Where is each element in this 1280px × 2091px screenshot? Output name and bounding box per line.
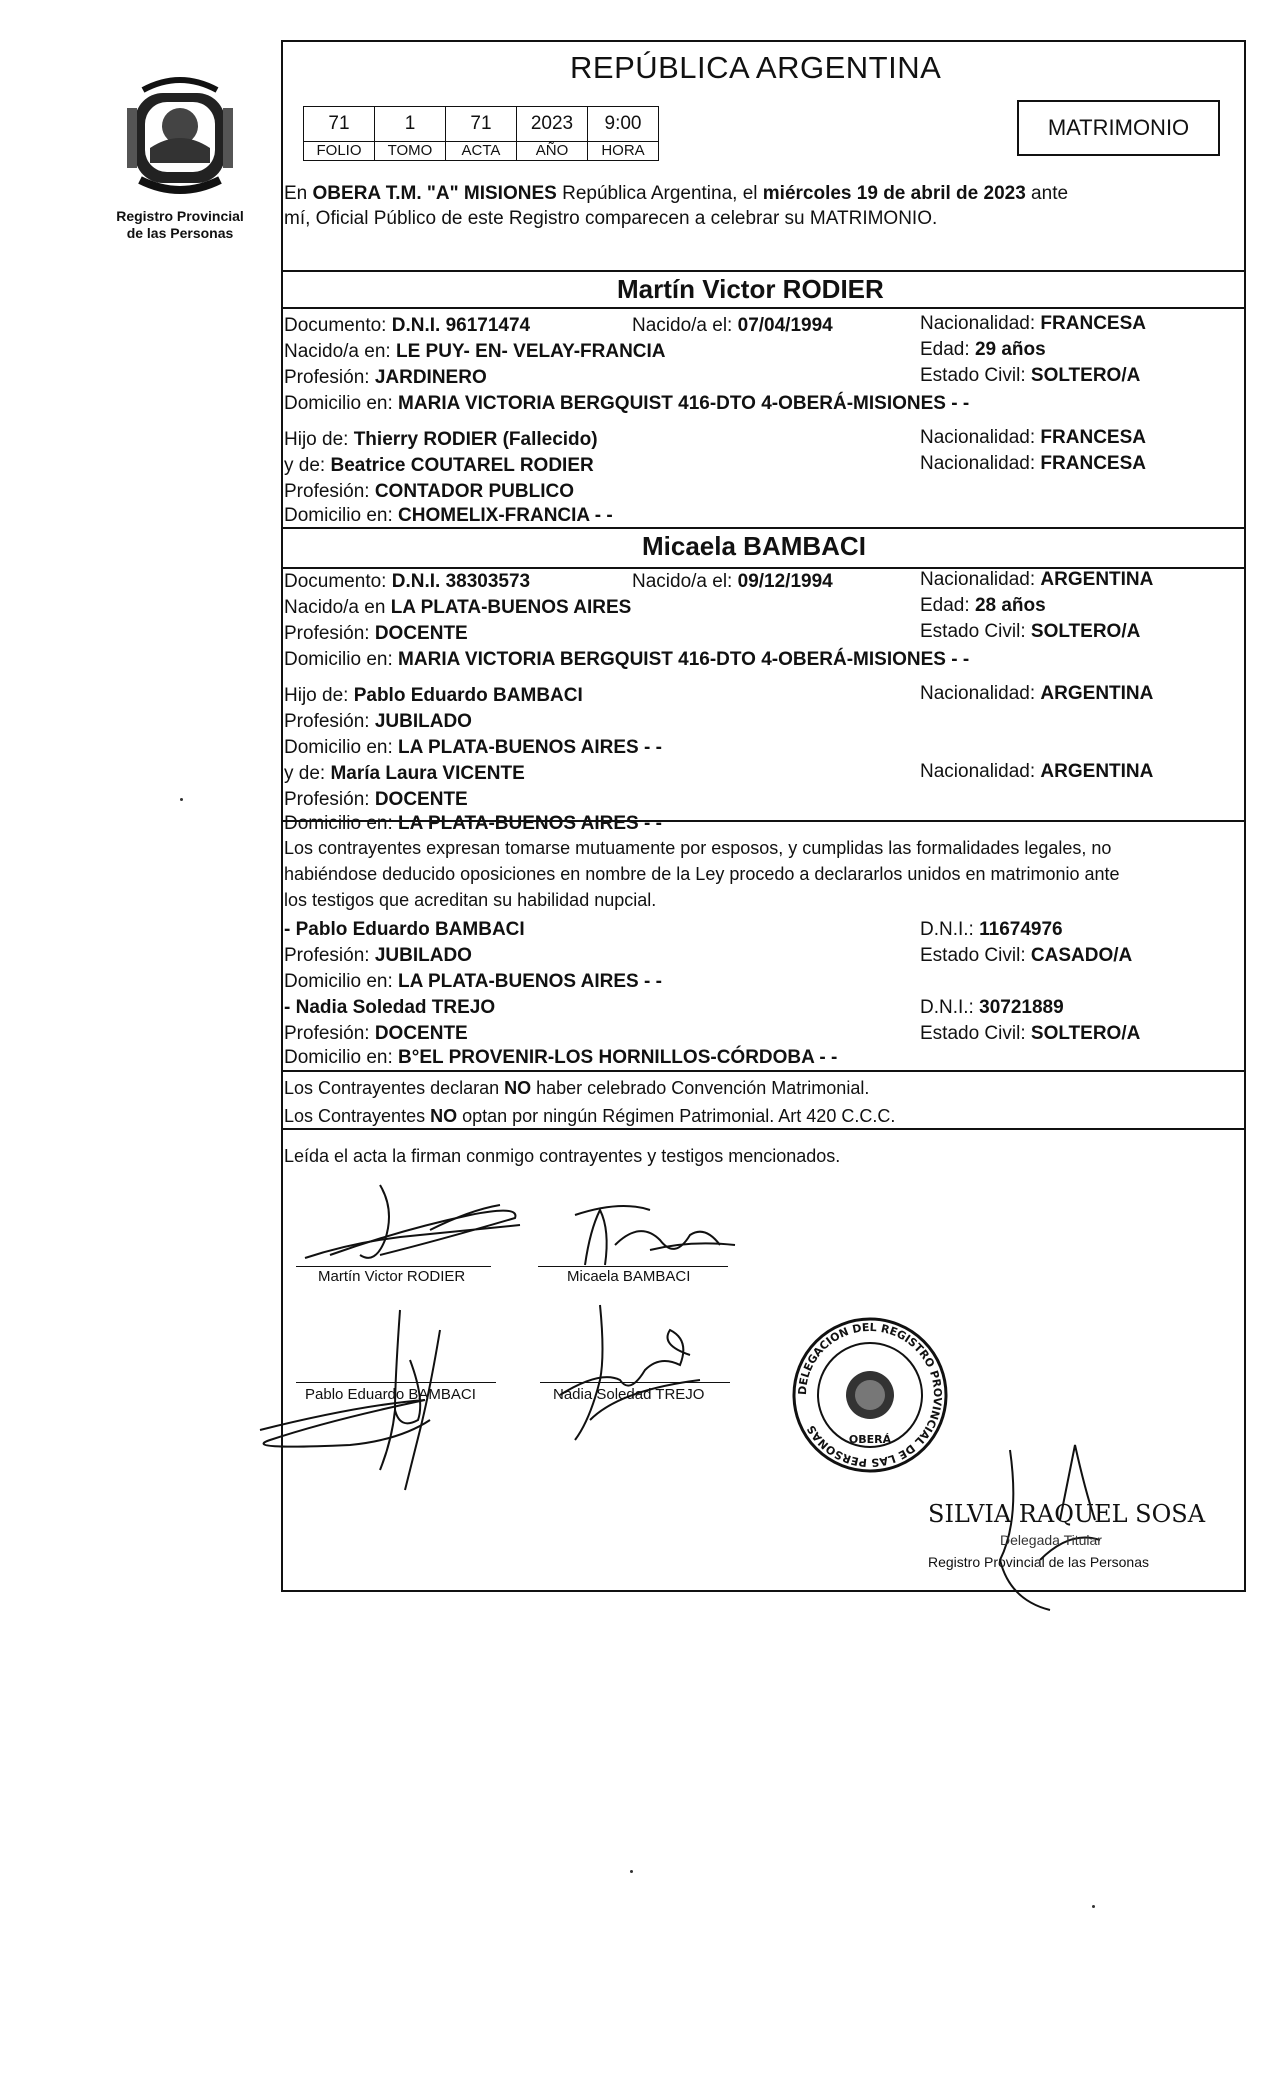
field-value: D.N.I. 38303573: [391, 571, 531, 592]
signature-label-groom: Martín Victor RODIER: [318, 1268, 466, 1285]
field-value: FRANCESA: [1040, 313, 1146, 334]
declaration-line-3: los testigos que acreditan su habilidad nupcial.: [284, 890, 657, 910]
field-value: ARGENTINA: [1040, 761, 1154, 782]
field-value: MARIA VICTORIA BERGQUIST 416-DTO 4-OBERÁ-MISIONES - -: [398, 393, 970, 414]
field-label: Domicilio en:: [284, 971, 393, 992]
field-value: 28 años: [974, 595, 1046, 616]
field-value: B°EL PROVENIR-LOS HORNILLOS-CÓRDOBA - -: [398, 1047, 838, 1068]
regime-text: optan por ningún Régimen Patrimonial. Art 420 C.C.C.: [457, 1106, 896, 1126]
folio-value: 71: [304, 107, 375, 142]
signature-line: [296, 1266, 491, 1267]
witness-1-name: - Pablo Eduardo BAMBACI: [284, 919, 525, 940]
field-label: Domicilio en:: [284, 393, 393, 414]
scan-speck: [630, 1870, 633, 1873]
seal-bottom-text: OBERÁ: [848, 1433, 892, 1446]
field-label: Estado Civil:: [920, 621, 1026, 642]
field-value: SOLTERO/A: [1030, 365, 1141, 386]
groom-name: Martín Victor RODIER: [617, 274, 884, 304]
field-label: D.N.I.:: [920, 919, 974, 940]
field-value: CONTADOR PUBLICO: [374, 481, 574, 502]
field-value: Thierry RODIER (Fallecido): [353, 429, 598, 450]
field-value: 29 años: [974, 339, 1046, 360]
field-value: 30721889: [979, 997, 1064, 1018]
tomo-label: TOMO: [375, 142, 446, 161]
field-value: LA PLATA-BUENOS AIRES - -: [398, 971, 662, 992]
field-label: Profesión:: [284, 711, 370, 732]
acta-value: 71: [446, 107, 517, 142]
hora-value: 9:00: [588, 107, 659, 142]
intro-text: En: [284, 183, 313, 204]
field-value: 09/12/1994: [737, 571, 833, 592]
field-label: Nacionalidad:: [920, 427, 1036, 448]
field-value: DOCENTE: [374, 1023, 468, 1044]
field-value: 07/04/1994: [737, 315, 833, 336]
field-label: Estado Civil:: [920, 945, 1026, 966]
field-label: y de:: [284, 763, 326, 784]
field-label: Domicilio en:: [284, 737, 393, 758]
official-office: Registro Provincial de las Personas: [928, 1554, 1149, 1570]
field-value: LE PUY- EN- VELAY-FRANCIA: [395, 341, 666, 362]
field-label: Domicilio en:: [284, 505, 393, 526]
field-label: Profesión:: [284, 1023, 370, 1044]
declaration-line-1: Los contrayentes expresan tomarse mutuamente por esposos, y cumplidas las formalidades legales, no: [284, 838, 1112, 858]
field-label: Domicilio en:: [284, 1047, 393, 1068]
regime-text: Los Contrayentes: [284, 1106, 431, 1126]
field-label: Nacionalidad:: [920, 569, 1036, 590]
intro-line-2: mí, Oficial Público de este Registro comparecen a celebrar su MATRIMONIO.: [284, 208, 938, 229]
official-seal: [790, 1315, 950, 1475]
field-value: MARIA VICTORIA BERGQUIST 416-DTO 4-OBERÁ-MISIONES - -: [398, 649, 970, 670]
anio-label: AÑO: [517, 142, 588, 161]
closing-text: Leída el acta la firman conmigo contrayentes y testigos mencionados.: [284, 1146, 841, 1166]
field-value: LA PLATA-BUENOS AIRES - -: [398, 737, 662, 758]
regime-text: Los Contrayentes declaran: [284, 1078, 505, 1098]
bride-name: Micaela BAMBACI: [642, 531, 866, 561]
field-value: JUBILADO: [374, 711, 472, 732]
field-label: Documento:: [284, 571, 387, 592]
field-label: Edad:: [920, 595, 970, 616]
field-value: María Laura VICENTE: [330, 763, 525, 784]
field-label: Nacionalidad:: [920, 683, 1036, 704]
acta-label: ACTA: [446, 142, 517, 161]
field-value: 11674976: [979, 919, 1063, 940]
field-label: Hijo de:: [284, 685, 349, 706]
signature-groom: [305, 1185, 520, 1258]
official-title: Delegada Titular: [1000, 1532, 1102, 1548]
field-label: Profesión:: [284, 945, 370, 966]
field-label: Profesión:: [284, 789, 370, 810]
field-label: Nacionalidad:: [920, 453, 1036, 474]
field-label: Documento:: [284, 315, 387, 336]
field-label: Nacionalidad:: [920, 761, 1036, 782]
field-value: SOLTERO/A: [1030, 1023, 1141, 1044]
logo-caption-2: de las Personas: [126, 225, 234, 241]
intro-text: ante: [1025, 183, 1069, 204]
field-value: LA PLATA-BUENOS AIRES - -: [398, 813, 662, 834]
scan-speck: [1092, 1905, 1095, 1908]
field-value: LA PLATA-BUENOS AIRES: [390, 597, 632, 618]
seal-text: DELEGACION DEL REGISTRO PROVINCIAL DE LAS PERSONAS: [795, 1320, 945, 1470]
intro-date: miércoles 19 de abril de 2023: [762, 183, 1026, 204]
anio-value: 2023: [517, 107, 588, 142]
field-value: JUBILADO: [374, 945, 472, 966]
field-label: Estado Civil:: [920, 1023, 1026, 1044]
seal-icon: [790, 1315, 950, 1475]
act-type-box: MATRIMONIO: [1017, 100, 1220, 156]
signature-line: [538, 1266, 728, 1267]
tomo-value: 1: [375, 107, 446, 142]
signature-label-witness-2: Nadia Soledad TREJO: [553, 1386, 705, 1403]
field-label: Nacido/a en:: [284, 341, 391, 362]
intro-text: República Argentina, el: [556, 183, 763, 204]
field-label: Nacionalidad:: [920, 313, 1036, 334]
field-label: Profesión:: [284, 367, 370, 388]
field-value: JARDINERO: [374, 367, 487, 388]
field-label: Domicilio en:: [284, 813, 393, 834]
field-value: FRANCESA: [1040, 453, 1146, 474]
signature-label-bride: Micaela BAMBACI: [567, 1268, 691, 1285]
field-value: CHOMELIX-FRANCIA - -: [398, 505, 613, 526]
field-label: Nacido/a el:: [632, 315, 733, 336]
field-label: Estado Civil:: [920, 365, 1026, 386]
field-value: DOCENTE: [374, 623, 468, 644]
signature-witness-2: [560, 1305, 700, 1440]
regime-text: haber celebrado Convención Matrimonial.: [531, 1078, 870, 1098]
logo-caption-1: Registro Provincial: [116, 208, 244, 224]
field-label: Edad:: [920, 339, 970, 360]
field-value: FRANCESA: [1040, 427, 1146, 448]
field-value: Pablo Eduardo BAMBACI: [353, 685, 583, 706]
signature-line: [540, 1382, 730, 1383]
signature-bride: [575, 1206, 735, 1265]
field-value: SOLTERO/A: [1030, 621, 1141, 642]
hora-label: HORA: [588, 142, 659, 161]
signature-label-witness-1: Pablo Eduardo BAMBACI: [305, 1386, 476, 1403]
field-label: Profesión:: [284, 623, 370, 644]
folio-label: FOLIO: [304, 142, 375, 161]
signature-line: [296, 1382, 496, 1383]
field-value: CASADO/A: [1030, 945, 1133, 966]
field-value: DOCENTE: [374, 789, 468, 810]
field-value: ARGENTINA: [1040, 683, 1154, 704]
field-value: Beatrice COUTAREL RODIER: [330, 455, 594, 476]
field-label: Hijo de:: [284, 429, 349, 450]
field-label: Profesión:: [284, 481, 370, 502]
declaration-line-2: habiéndose deducido oposiciones en nombre de la Ley procedo a declararlos unidos en matrimonio ante: [284, 864, 1120, 884]
field-label: Domicilio en:: [284, 649, 393, 670]
field-value: D.N.I. 96171474: [391, 315, 531, 336]
field-label: Nacido/a el:: [632, 571, 733, 592]
witness-2-name: - Nadia Soledad TREJO: [284, 997, 496, 1018]
field-label: D.N.I.:: [920, 997, 974, 1018]
country-title: REPÚBLICA ARGENTINA: [570, 50, 942, 85]
intro-place: OBERA T.M. "A" MISIONES: [312, 183, 557, 204]
official-name: SILVIA RAQUEL SOSA: [928, 1500, 1206, 1528]
regime-emphasis: NO: [504, 1078, 532, 1098]
field-label: Nacido/a en: [284, 597, 386, 618]
field-label: y de:: [284, 455, 326, 476]
regime-emphasis: NO: [430, 1106, 458, 1126]
field-value: ARGENTINA: [1040, 569, 1154, 590]
scan-speck: [180, 798, 183, 801]
